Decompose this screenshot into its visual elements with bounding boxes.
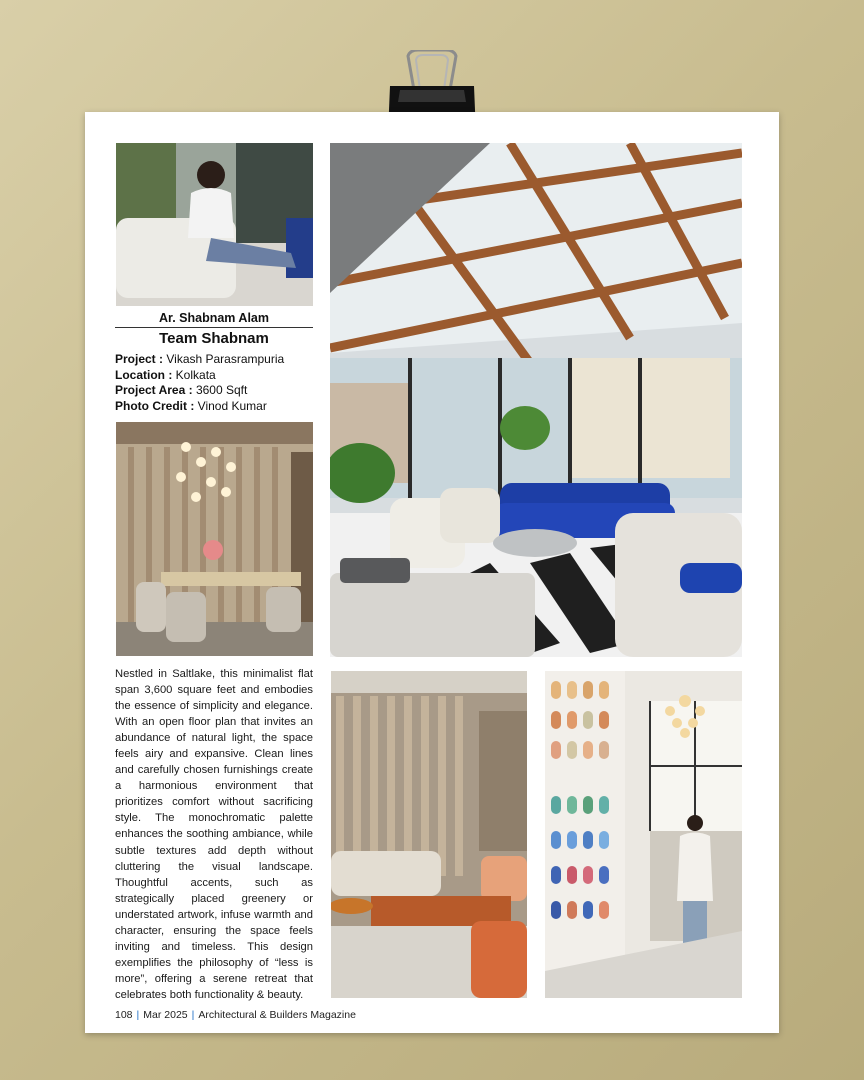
meta-label: Location : (115, 367, 173, 382)
magazine-name: Architectural & Builders Magazine (198, 1009, 356, 1021)
footer-separator: | (136, 1009, 140, 1021)
team-name: Team Shabnam (159, 330, 269, 347)
magazine-page (85, 112, 779, 1033)
meta-value: Vinod Kumar (197, 398, 267, 413)
meta-value: 3600 Sqft (195, 383, 248, 397)
living-room-main-photo (330, 143, 742, 657)
page-footer (115, 1009, 356, 1021)
project-info-block (115, 311, 313, 414)
meta-label: Project : (115, 352, 164, 366)
meta-value: Kolkata (175, 367, 216, 382)
footer-separator: | (191, 1009, 195, 1021)
page-number: 108 (115, 1009, 133, 1021)
dining-room-photo (116, 422, 313, 656)
architect-name: Ar. Shabnam Alam (115, 311, 313, 328)
article-body-text: Nestled in Saltlake, this minimalist flat span 3,600 square feet and embodies the essence of simplicity and elegance. With an open floor plan that invites an abundance of natural light, the space feels airy and expansive. Clean lines and carefully chosen furnishings create a harmonious environment that prioritizes comfort without sacrificing style. The monochromatic palette enhances the soothing ambiance, while subtle textures add depth without cluttering the visual landscape. Thoughtful accents, such as strategically placed greenery or understated artwork, infuse warmth and character, ensuring the space feels inviting and timeless. This design exemplifies the philosophy of “less is more”, offering a serene retreat that celebrates both functionality & beauty. (115, 668, 313, 1001)
issue-date: Mar 2025 (143, 1009, 188, 1021)
architect-portrait-photo (116, 143, 313, 306)
lounge-photo (331, 671, 527, 998)
meta-label: Photo Credit : (115, 398, 195, 413)
stairwell-photo (545, 671, 742, 998)
meta-row-project (115, 352, 313, 368)
meta-row-location (115, 368, 313, 384)
meta-value: Vikash Parasrampuria (166, 352, 285, 366)
meta-row-credit (115, 399, 313, 415)
meta-row-area (115, 383, 313, 399)
meta-label: Project Area : (115, 383, 193, 397)
